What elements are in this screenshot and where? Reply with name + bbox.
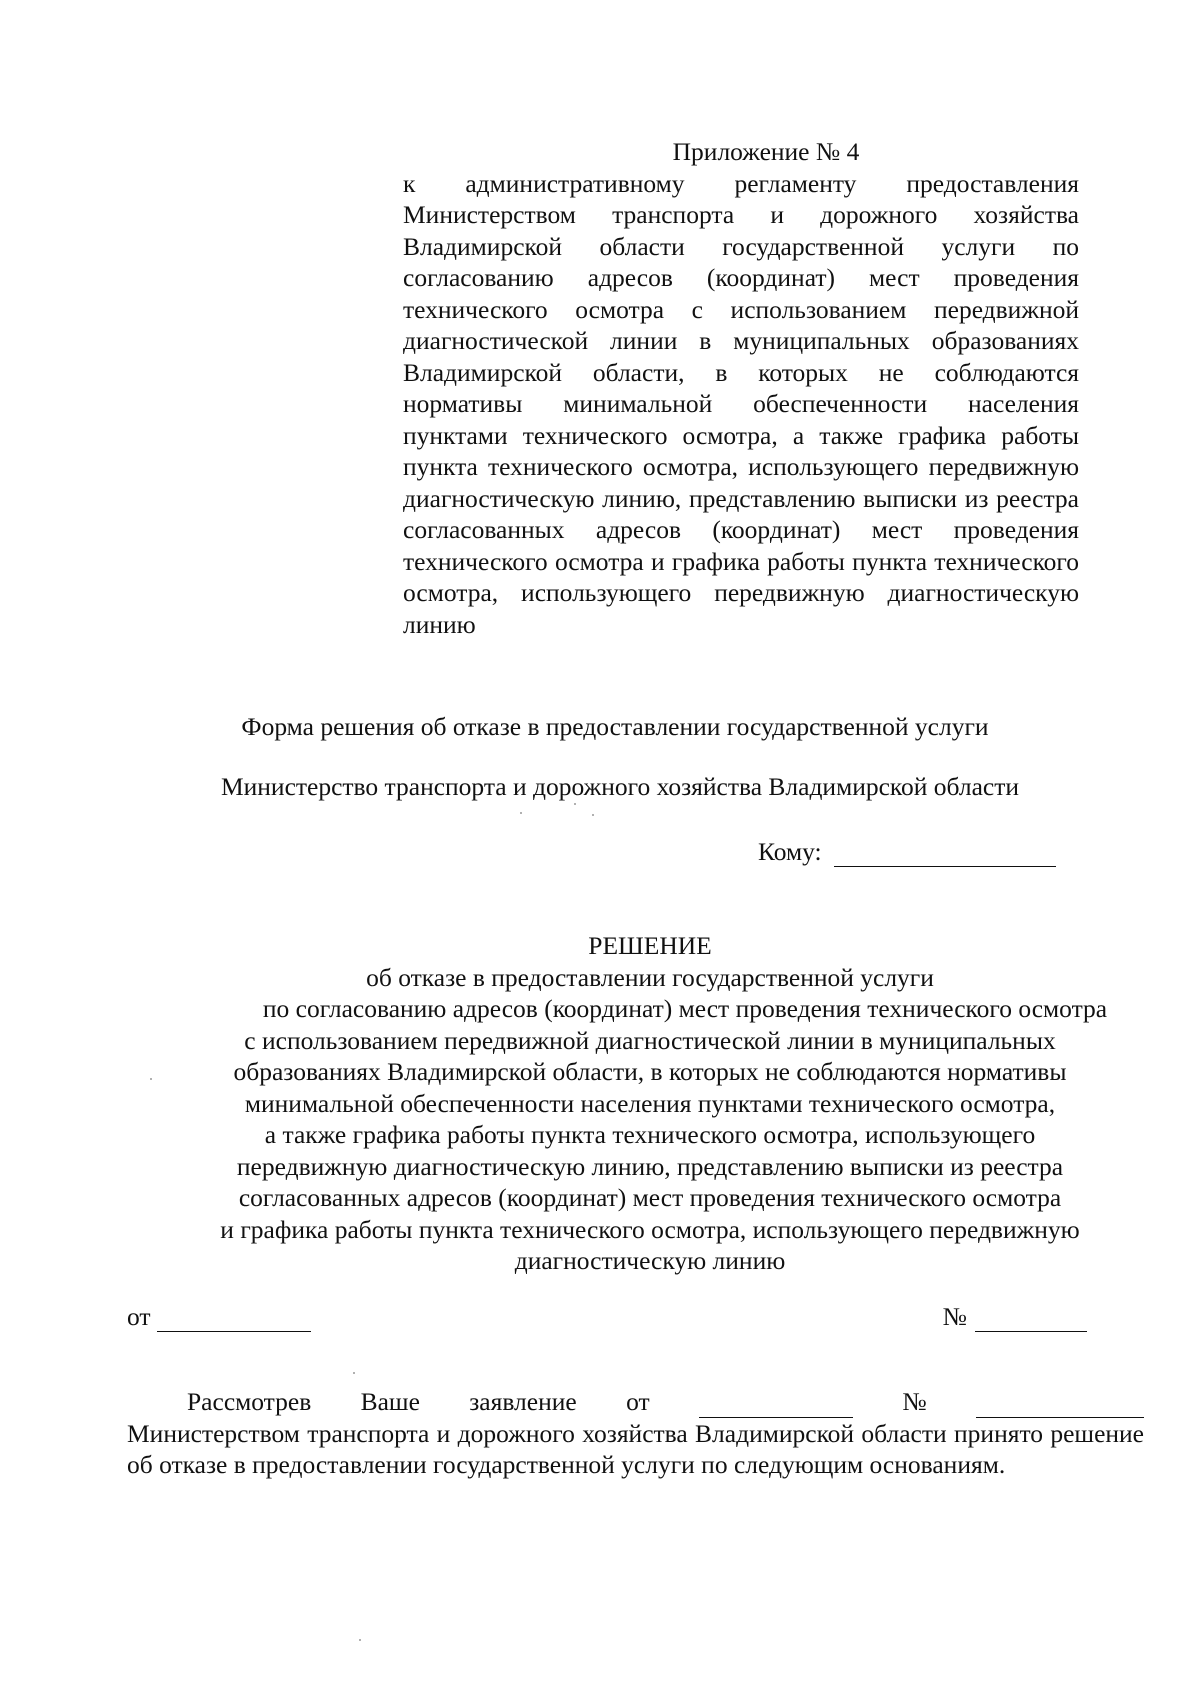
addressee-blank (834, 842, 1056, 867)
decision-line: передвижную диагностическую линию, представлению выписки из реестра (236, 1151, 1064, 1181)
ministry-name: Министерство транспорта и дорожного хозяйства Владимирской области (220, 772, 1020, 801)
decision-line: по согласованию адресов (координат) мест проведения технического осмотра (262, 994, 1108, 1023)
date-blank (157, 1307, 311, 1332)
decision-line: минимальной обеспеченности населения пунктами технического осмотра, (244, 1088, 1056, 1118)
decision-line: с использованием передвижной диагностической линии в муниципальных (244, 1025, 1056, 1055)
scan-speck (592, 814, 594, 816)
decision-block (140, 930, 1160, 1277)
scan-speck (150, 1078, 152, 1080)
body-word: заявление (469, 1387, 577, 1416)
appendix-text: к административному регламенту предоставления Министерством транспорта и дорожного хозяйства Владимирской области государственной услуги по согласованию адресов (координат) мест проведения технического осмотра с использованием передвижной диагностической линии в муниципальных образованиях Владимирской области, в которых не соблюдаются нормативы минимальной обеспеченности населения пунктами технического осмотра, а также графика работы пункта технического осмотра, использующего передвижную диагностическую линию, представлению выписки из реестра согласованных адресов (координат) мест проведения технического осмотра и графика работы пункта технического осмотра, использующего передвижную диагностическую линию (403, 168, 1079, 639)
date-number-row (127, 1301, 1087, 1332)
addressee-label: Кому: (758, 837, 822, 866)
application-date-blank (699, 1393, 853, 1418)
body-number-label: № (902, 1387, 927, 1416)
scan-speck (353, 1372, 355, 1374)
date-label: от (127, 1302, 151, 1331)
scan-speck (359, 1639, 361, 1641)
body-word: Ваше (360, 1387, 420, 1416)
appendix-block (403, 136, 1079, 640)
number-label: № (942, 1302, 967, 1331)
number-blank (975, 1307, 1087, 1332)
scan-speck (574, 803, 576, 805)
decision-title: РЕШЕНИЕ (588, 931, 712, 960)
decision-line: и графика работы пункта технического осмотра, использующего передвижную (220, 1214, 1080, 1244)
decision-line: согласованных адресов (координат) мест проведения технического осмотра (238, 1183, 1062, 1212)
body-first-line (127, 1386, 1144, 1418)
number-group (943, 1301, 1087, 1332)
addressee-row (758, 836, 1088, 867)
decision-line: об отказе в предоставлении государственной услуги (366, 962, 934, 992)
decision-line: а также графика работы пункта технического осмотра, использующего (264, 1120, 1036, 1149)
decision-line: диагностическую линию (514, 1246, 786, 1275)
form-title: Форма решения об отказе в предоставлении государственной услуги (241, 712, 989, 741)
body-rest: Министерством транспорта и дорожного хозяйства Владимирской области принято решение об отказе в предоставлении государственной услуги по следующим основаниям. (127, 1418, 1144, 1479)
decision-line: образованиях Владимирской области, в которых не соблюдаются нормативы (233, 1057, 1067, 1086)
date-group (127, 1301, 311, 1332)
body-paragraph (127, 1386, 1144, 1481)
appendix-title: Приложение № 4 (672, 137, 860, 166)
scan-speck (520, 812, 522, 814)
application-number-blank (976, 1393, 1144, 1418)
body-word: Рассмотрев (187, 1387, 312, 1416)
body-word: от (626, 1387, 650, 1416)
